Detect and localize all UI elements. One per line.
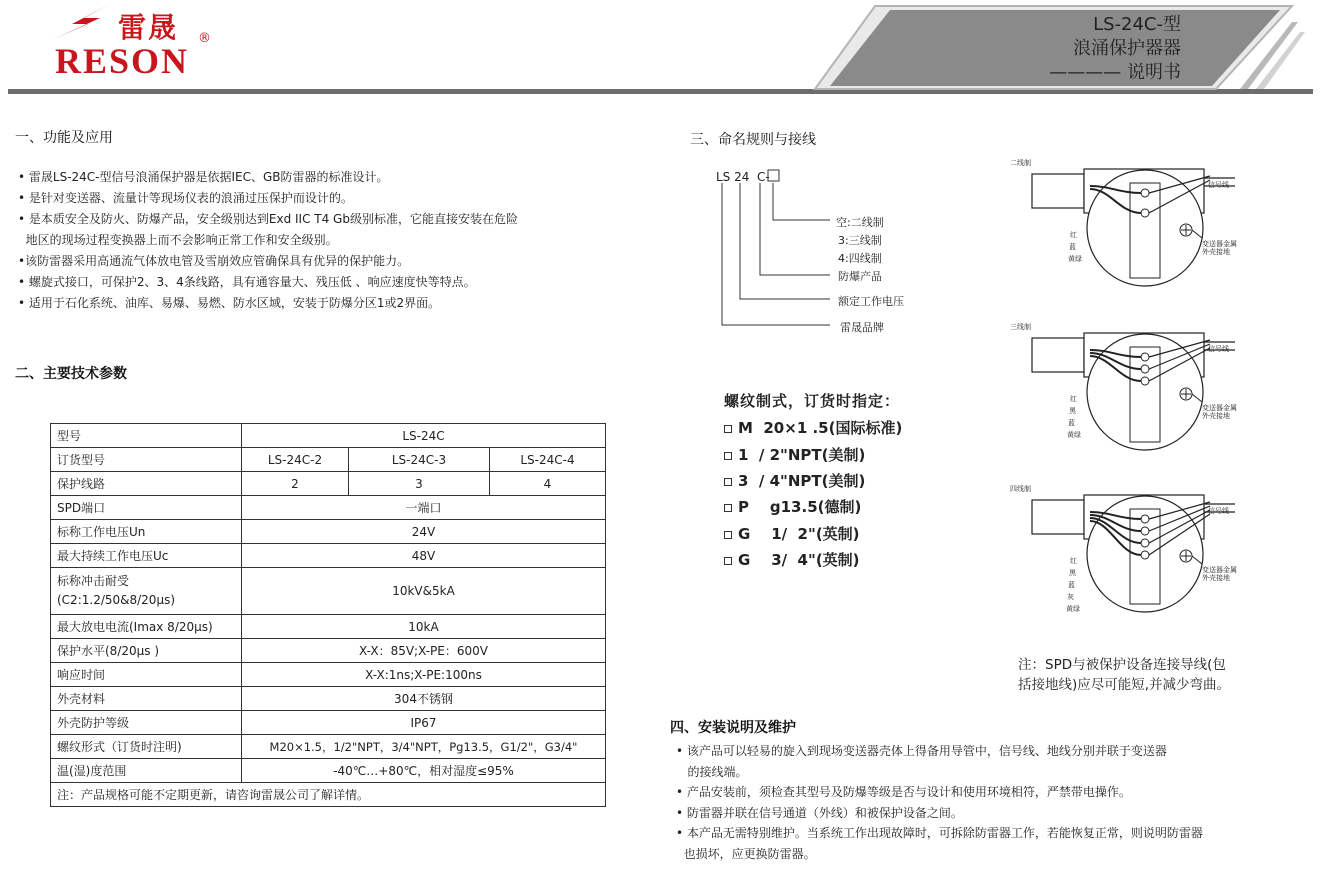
- table-row: [51, 520, 606, 544]
- table-cell: 保护线路: [51, 472, 242, 496]
- table-cell: 响应时间: [51, 663, 242, 687]
- table-cell: 标称工作电压Un: [51, 520, 242, 544]
- signal-line-label: 信号线: [1208, 345, 1229, 353]
- list-item: • 防雷器并联在信号通道（外线）和被保护设备之间。: [676, 805, 963, 820]
- thread-option: G 1/ 2"(英制): [724, 523, 860, 544]
- thread-option: 1 / 2"NPT(美制): [724, 444, 865, 465]
- wire-color-label: 黑: [1069, 569, 1076, 577]
- list-item: 也损坏，应更换防雷器。: [676, 846, 816, 861]
- list-item: • 适用于石化系统、油库、易爆、易燃、防水区域，安装于防爆分区1或2界面。: [18, 296, 441, 310]
- table-cell: LS-24C-2: [242, 448, 349, 472]
- wire-color-label: 蓝: [1069, 243, 1076, 251]
- naming-label: 雷晟品牌: [840, 321, 884, 334]
- wire-color-label: 黑: [1069, 407, 1076, 415]
- naming-label: 3:三线制: [838, 234, 882, 247]
- lightning-icon: [50, 2, 120, 42]
- list-item: • 雷晟LS-24C-型信号浪涌保护器是依据IEC、GB防雷器的标准设计。: [18, 170, 389, 184]
- table-cell: 最大放电电流(Imax 8/20μs): [51, 615, 242, 639]
- surge-label-line1: 标称冲击耐受: [57, 574, 130, 588]
- table-row: [51, 424, 606, 448]
- wire-color-label: 红: [1070, 395, 1077, 403]
- table-cell: IP67: [242, 711, 606, 735]
- table-row: [51, 687, 606, 711]
- diagram-title: 二线制: [1010, 159, 1031, 167]
- table-cell: 10kV&5kA: [242, 568, 606, 615]
- doc-title-manual: ———— 说明书: [1049, 62, 1181, 83]
- table-note: 注：产品规格可能不定期更新，请咨询雷晟公司了解详情。: [51, 783, 606, 807]
- checkbox-icon: [724, 504, 732, 512]
- naming-code: LS 24 C-: [716, 170, 770, 184]
- list-item: 地区的现场过程变换器上而不会影响正常工作和安全级别。: [18, 233, 338, 247]
- table-cell: X-X:1ns;X-PE:100ns: [242, 663, 606, 687]
- logo-registered-mark: ®: [198, 31, 211, 46]
- table-cell: M20×1.5，1/2"NPT，3/4"NPT，Pg13.5，G1/2"，G3/4": [242, 735, 606, 759]
- list-item: • 螺旋式接口，可保护2、3、4条线路，具有通容量大、残压低 、响应速度快等特点。: [18, 275, 476, 289]
- ground-label: 变送器金属 外壳接地: [1202, 566, 1237, 582]
- table-cell: SPD端口: [51, 496, 242, 520]
- table-row: [51, 496, 606, 520]
- table-cell: -40℃…+80℃，相对湿度≤95%: [242, 759, 606, 783]
- wiring-diagram: [1010, 322, 1260, 472]
- table-cell: 10kA: [242, 615, 606, 639]
- table-cell: LS-24C: [242, 424, 606, 448]
- surge-label-line2: (C2:1.2/50&8/20μs): [57, 593, 176, 607]
- naming-label: 额定工作电压: [838, 295, 904, 308]
- table-cell: 48V: [242, 544, 606, 568]
- table-row: [51, 448, 606, 472]
- table-cell: 螺纹形式（订货时注明): [51, 735, 242, 759]
- wire-color-label: 黄绿: [1067, 431, 1081, 439]
- wire-color-label: 红: [1070, 231, 1077, 239]
- section3-heading: 三、命名规则与接线: [690, 132, 816, 148]
- section4-heading: 四、安装说明及维护: [670, 720, 796, 736]
- table-cell: 2: [242, 472, 349, 496]
- table-cell: 4: [490, 472, 606, 496]
- note-line: 注：SPD与被保护设备连接导线(包: [1018, 657, 1226, 673]
- table-cell: [51, 568, 242, 615]
- table-row: [51, 615, 606, 639]
- table-cell: X-X：85V;X-PE：600V: [242, 639, 606, 663]
- table-cell: 型号: [51, 424, 242, 448]
- checkbox-icon: [724, 425, 732, 433]
- list-item: 的接线端。: [676, 764, 748, 779]
- wire-color-label: 黄绿: [1066, 605, 1080, 613]
- checkbox-icon: [724, 557, 732, 565]
- ground-label: 变送器金属 外壳接地: [1202, 404, 1237, 420]
- ground-label: 变送器金属 外壳接地: [1202, 240, 1237, 256]
- signal-line-label: 信号线: [1208, 507, 1229, 515]
- wire-color-label: 灰: [1067, 593, 1074, 601]
- naming-label: 4:四线制: [838, 252, 882, 265]
- table-row: [51, 783, 606, 807]
- list-item: • 是本质安全及防火、防爆产品，安全级别达到Exd IIC T4 Gb级别标准，它能直接安装在危险: [18, 212, 518, 226]
- section3-note: [1018, 655, 1230, 695]
- wire-color-label: 红: [1070, 557, 1077, 565]
- note-line: 括接地线)应尽可能短,并减少弯曲。: [1018, 677, 1231, 693]
- wire-color-label: 蓝: [1068, 581, 1075, 589]
- table-row: [51, 568, 606, 615]
- checkbox-icon: [724, 452, 732, 460]
- table-row: [51, 735, 606, 759]
- doc-title-model: LS-24C-型: [1093, 14, 1181, 35]
- diagram-title: 三线制: [1010, 323, 1031, 331]
- logo-en: RESON: [55, 41, 190, 81]
- table-row: [51, 544, 606, 568]
- table-cell: 温(湿)度范围: [51, 759, 242, 783]
- checkbox-icon: [724, 478, 732, 486]
- naming-bracket-lines: [700, 165, 920, 335]
- wiring-diagram: [1010, 484, 1260, 634]
- thread-option: G 3/ 4"(英制): [724, 549, 860, 570]
- logo-cn: 雷晟: [118, 11, 179, 44]
- wire-color-label: 黄绿: [1068, 255, 1082, 263]
- table-row: [51, 663, 606, 687]
- list-item: • 本产品无需特别维护。当系统工作出现故障时，可拆除防雷器工作，若能恢复正常，则说明防雷器: [676, 826, 1203, 840]
- table-cell: 一端口: [242, 496, 606, 520]
- thread-option: M 20×1 .5(国际标准): [724, 417, 902, 438]
- table-row: [51, 759, 606, 783]
- thread-heading: 螺纹制式，订货时指定：: [724, 392, 901, 410]
- thread-option: P g13.5(德制): [724, 496, 861, 517]
- wiring-diagram: [1010, 158, 1260, 308]
- doc-title-product: 浪涌保护器器: [1073, 38, 1181, 59]
- list-item: • 产品安装前，须检查其型号及防爆等级是否与设计和使用环境相符，严禁带电操作。: [676, 785, 1131, 799]
- list-item: •该防雷器采用高通流气体放电管及雪崩效应管确保具有优异的保护能力。: [18, 254, 410, 268]
- list-item: • 是针对变送器、流量计等现场仪表的浪涌过压保护而设计的。: [18, 191, 353, 205]
- checkbox-icon: [724, 531, 732, 539]
- diagram-title: 四线制: [1010, 485, 1031, 493]
- section2-heading: 二、主要技术参数: [15, 366, 127, 382]
- section1-heading: 一、功能及应用: [15, 130, 113, 146]
- table-cell: 24V: [242, 520, 606, 544]
- section1-bullets: [18, 167, 518, 314]
- table-cell: 3: [349, 472, 490, 496]
- table-row: [51, 639, 606, 663]
- table-cell: 最大持续工作电压Uc: [51, 544, 242, 568]
- table-row: [51, 711, 606, 735]
- thread-option: 3 / 4"NPT(美制): [724, 470, 865, 491]
- table-cell: 保护水平(8/20μs ): [51, 639, 242, 663]
- table-row: [51, 472, 606, 496]
- table-cell: LS-24C-4: [490, 448, 606, 472]
- table-cell: LS-24C-3: [349, 448, 490, 472]
- table-cell: 订货型号: [51, 448, 242, 472]
- list-item: • 该产品可以轻易的旋入到现场变送器壳体上得备用导管中，信号线、地线分别并联于变送器: [676, 744, 1167, 758]
- table-cell: 304不锈钢: [242, 687, 606, 711]
- section4-bullets: [676, 741, 1203, 864]
- wire-color-label: 蓝: [1068, 419, 1075, 427]
- spec-table: [50, 423, 606, 807]
- signal-line-label: 信号线: [1208, 181, 1229, 189]
- naming-label: 防爆产品: [838, 270, 882, 283]
- table-cell: 外壳防护等级: [51, 711, 242, 735]
- table-cell: 外壳材料: [51, 687, 242, 711]
- naming-label: 空:二线制: [836, 216, 884, 229]
